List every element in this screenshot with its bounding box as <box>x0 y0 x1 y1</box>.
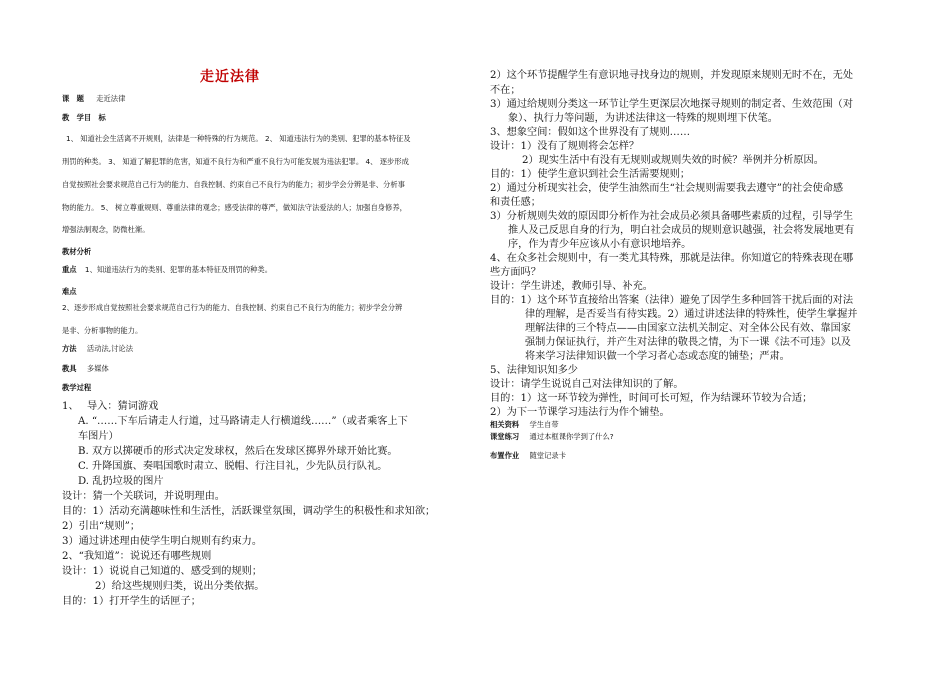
homework-row <box>490 451 566 461</box>
right-line: 目的：1）这个环节直接给出答案（法律）避免了因学生多种回答干扰后面的对法 <box>490 295 854 306</box>
goals-line: 1、 知道社会生活离不开规则，法律是一种特殊的行为规范。 2、 知道违法行为的类别、犯罪的基本特征及 <box>66 134 411 143</box>
process-line: 3）通过讲述理由使学生明白规则有约束力。 <box>62 536 263 547</box>
process-line: 1、 导入：猜词游戏 <box>62 401 159 412</box>
right-line: 2）这个环节提醒学生有意识地寻找身边的规则，并发现原来规则无时不在，无处 <box>490 70 854 81</box>
right-line: 2）为下一节课学习违法行为作个铺垫。 <box>490 407 670 418</box>
method-label: 方法 <box>62 344 77 353</box>
right-line: 设计：请学生说说自己对法律知识的了解。 <box>490 379 684 390</box>
right-line: 理解法律的三个特点——由国家立法机关制定、对全体公民有效、靠国家 <box>525 323 851 334</box>
material-label: 教材分析 <box>62 247 92 256</box>
right-line: 2）现实生活中有没有无规则或规则失效的时候？举例并分析原因。 <box>522 155 824 166</box>
difficulty-line: 是非、分析事物的能力。 <box>62 326 143 335</box>
right-line: 将来学习法律知识做一个学习者心态或态度的铺垫；严肃。 <box>525 351 790 362</box>
process-line: 2）给这些规则归类，说出分类依据。 <box>95 581 265 592</box>
tools-text: 多媒体 <box>86 364 109 373</box>
right-line: 设计：1）没有了规则将会怎样？ <box>490 141 640 152</box>
right-line: 3）通过给规则分类这一环节让学生更深层次地探寻规则的制定者、生效范围（对 <box>490 99 854 110</box>
tools-row <box>62 364 109 374</box>
resources-text: 学生自带 <box>529 420 559 429</box>
method-text: 活动法,讨论法 <box>86 344 134 353</box>
homework-text: 随堂记录卡 <box>529 451 566 460</box>
goals-line: 刑罚的种类。 3、 知道了解犯罪的危害，知道不良行为和严重不良行为可能发展为违法犯罪。 4、 逐步形成 <box>62 157 409 166</box>
process-line: 2）引出“规则”； <box>62 521 141 532</box>
goals-line: 自觉按照社会要求规范自己行为的能力、自我控制、约束自己不良行为的能力；初步学会分辨是非、分析事 <box>62 180 405 189</box>
topic-label: 课 题 <box>62 94 84 103</box>
process-line: 设计：猜一个关联词，并说明理由。 <box>62 491 225 502</box>
right-line: 目的：1）这一环节较为弹性，时间可长可短，作为结课环节较为合适； <box>490 393 813 404</box>
right-line: 4、在众多社会规则中，有一类尤其特殊，那就是法律。你知道它的特殊表现在哪 <box>490 253 854 264</box>
right-line: 3）分析规则失效的原因即分析作为社会成员必须具备哪些素质的过程，引导学生 <box>490 211 854 222</box>
process-label: 教学过程 <box>62 383 92 392</box>
process-line: 设计：1）说说自己知道的、感受到的规则； <box>62 566 263 577</box>
right-line: 强制力保证执行，并产生对法律的敬畏之情，为下一课《法不可违》以及 <box>525 337 851 348</box>
goals-label: 教 学目 标 <box>62 113 106 122</box>
page-title: 走近法律 <box>200 69 260 85</box>
process-line: A. “……下车后请走人行道，过马路请走人行横道线……”（或者乘客上下 <box>78 416 408 427</box>
difficulty-label: 难点 <box>62 287 77 296</box>
right-line: 设计：学生讲述，教师引导、补充。 <box>490 281 653 292</box>
right-line: 推人及己反思自身的行为，明白社会成员的规则意识越强，社会将发展地更有 <box>508 225 855 236</box>
process-line: B. 双方以掷硬币的形式决定发球权，然后在发球区掷界外球开始比赛。 <box>78 446 398 457</box>
goals-line: 增强法制观念，防微杜渐。 <box>62 225 150 234</box>
process-line: 2、“我知道”：说说还有哪些规则 <box>62 551 212 562</box>
process-line: 目的：1）打开学生的话匣子； <box>62 596 201 607</box>
difficulty-line: 2、逐步形成自觉按照社会要求规范自己行为的能力、自我控制、约束自己不良行为的能力；初步学会分辨 <box>62 303 403 312</box>
right-line: 目的：1）使学生意识到社会生活需要规则； <box>490 169 691 180</box>
goals-line: 物的能力。 5、 树立尊重规则、尊重法律的观念；感受法律的尊严，做知法守法爱法的人；加强自身修养， <box>62 203 407 212</box>
right-line: 不在； <box>490 85 521 96</box>
right-line: 些方面吗？ <box>490 267 541 278</box>
practice-text: 通过本框课你学到了什么? <box>529 432 614 441</box>
right-line: 3、想象空间：假如这个世界没有了规则…… <box>490 127 691 138</box>
method-row <box>62 344 133 354</box>
homework-label: 布置作业 <box>490 451 520 460</box>
process-line: C. 升降国旗、奏唱国歌时肃立、脱帽、行注目礼，少先队员行队礼。 <box>78 461 388 472</box>
right-line: 5、法律知识知多少 <box>490 365 578 376</box>
right-line: 序，作为青少年应该从小有意识地培养。 <box>508 239 692 250</box>
practice-row <box>490 432 614 442</box>
process-line: 目的：1）活动充满趣味性和生活性，活跃课堂氛围，调动学生的积极性和求知欲； <box>62 506 436 517</box>
right-line: 2）通过分析现实社会，使学生油然而生“社会规则需要我去遵守”的社会使命感 <box>490 183 844 194</box>
key-text: 1、知道违法行为的类别、犯罪的基本特征及刑罚的种类。 <box>84 265 272 274</box>
process-line: 车图片） <box>78 431 119 442</box>
right-line: 律的理解，是否妥当有待实践。2）通过讲述法律的特殊性，使学生掌握并 <box>525 309 858 320</box>
tools-label: 教具 <box>62 364 77 373</box>
right-line: 象）、执行力等问题，为讲述法律这一特殊的规则埋下伏笔。 <box>508 113 778 124</box>
resources-row <box>490 420 559 430</box>
topic-value: 走近法律 <box>96 94 126 103</box>
topic-row <box>62 94 125 104</box>
right-line: 和责任感； <box>490 197 541 208</box>
resources-label: 相关资料 <box>490 420 520 429</box>
process-line: D. 乱扔垃圾的图片 <box>78 476 164 487</box>
key-label: 重点 <box>62 265 77 274</box>
key-row <box>62 265 272 275</box>
practice-label: 课堂练习 <box>490 432 520 441</box>
